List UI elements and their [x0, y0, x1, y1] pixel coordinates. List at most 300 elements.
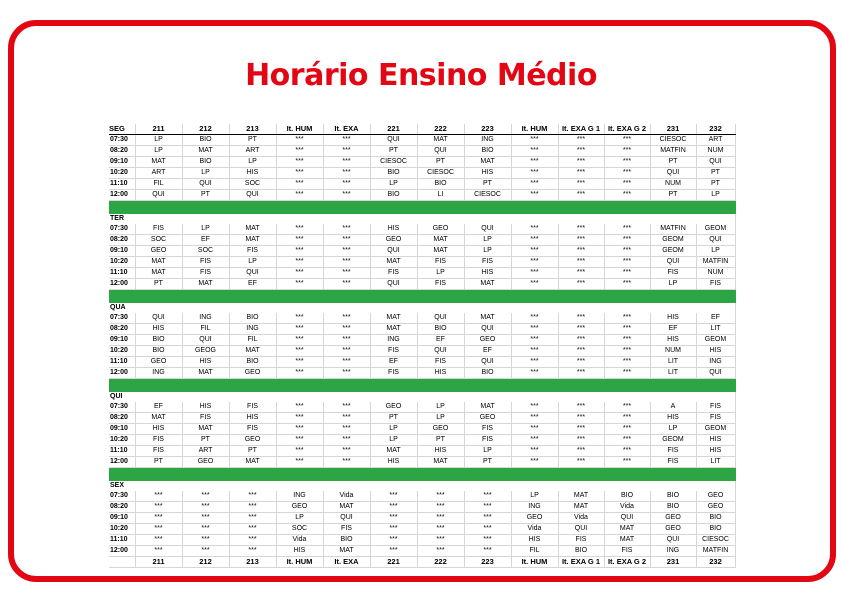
subject-cell: FIS: [650, 457, 696, 468]
time-slot: 10:20: [109, 168, 135, 179]
subject-cell: ***: [511, 446, 558, 457]
time-slot: 07:30: [109, 135, 135, 146]
subject-cell: FIL: [135, 179, 182, 190]
schedule-row: [109, 235, 735, 246]
subject-cell: ***: [276, 457, 323, 468]
subject-cell: HIS: [417, 368, 464, 379]
subject-cell: ***: [604, 168, 650, 179]
subject-cell: HIS: [650, 413, 696, 424]
subject-cell: BIO: [370, 190, 417, 201]
class-column-header: 212: [182, 124, 229, 135]
subject-cell: HIS: [650, 313, 696, 324]
subject-cell: MAT: [558, 491, 604, 502]
subject-cell: ***: [558, 313, 604, 324]
subject-cell: FIS: [229, 246, 276, 257]
subject-cell: FIS: [696, 413, 735, 424]
subject-cell: BIO: [558, 546, 604, 557]
subject-cell: ***: [511, 268, 558, 279]
subject-cell: ***: [276, 446, 323, 457]
schedule-row: [109, 268, 735, 279]
subject-cell: EF: [417, 335, 464, 346]
subject-cell: QUI: [323, 513, 370, 524]
subject-cell: FIS: [650, 268, 696, 279]
class-column-header: It. EXA: [323, 124, 370, 135]
subject-cell: ***: [229, 546, 276, 557]
subject-cell: BIO: [417, 324, 464, 335]
subject-cell: HIS: [370, 457, 417, 468]
subject-cell: BIO: [135, 335, 182, 346]
subject-cell: QUI: [696, 235, 735, 246]
subject-cell: MATFIN: [696, 546, 735, 557]
class-column-header: 223: [464, 124, 511, 135]
subject-cell: MAT: [464, 279, 511, 290]
subject-cell: ***: [276, 335, 323, 346]
schedule-table: [109, 124, 736, 568]
subject-cell: MATFIN: [696, 257, 735, 268]
subject-cell: ***: [604, 179, 650, 190]
subject-cell: MAT: [604, 535, 650, 546]
subject-cell: FIS: [370, 346, 417, 357]
subject-cell: BIO: [370, 168, 417, 179]
subject-cell: QUI: [464, 324, 511, 335]
schedule-row: [109, 246, 735, 257]
subject-cell: GEO: [417, 224, 464, 235]
subject-cell: EF: [182, 235, 229, 246]
subject-cell: ING: [182, 313, 229, 324]
day-label-row: [109, 303, 735, 314]
subject-cell: PT: [417, 435, 464, 446]
subject-cell: LP: [464, 246, 511, 257]
subject-cell: BIO: [650, 502, 696, 513]
subject-cell: QUI: [229, 190, 276, 201]
subject-cell: GEO: [696, 502, 735, 513]
subject-cell: ***: [464, 535, 511, 546]
subject-cell: ***: [604, 335, 650, 346]
subject-cell: GEO: [135, 357, 182, 368]
subject-cell: GEO: [182, 457, 229, 468]
subject-cell: PT: [696, 168, 735, 179]
subject-cell: MATFIN: [650, 146, 696, 157]
subject-cell: MAT: [182, 368, 229, 379]
subject-cell: GEO: [370, 402, 417, 413]
subject-cell: ***: [323, 257, 370, 268]
schedule-row: [109, 502, 735, 513]
subject-cell: PT: [182, 190, 229, 201]
subject-cell: LP: [182, 168, 229, 179]
day-label-row: [109, 481, 735, 492]
subject-cell: SOC: [229, 179, 276, 190]
subject-cell: PT: [650, 190, 696, 201]
subject-cell: QUI: [417, 313, 464, 324]
subject-cell: HIS: [182, 402, 229, 413]
schedule-row: [109, 424, 735, 435]
subject-cell: ***: [558, 235, 604, 246]
subject-cell: ***: [182, 491, 229, 502]
subject-cell: ***: [229, 502, 276, 513]
subject-cell: PT: [370, 413, 417, 424]
subject-cell: MAT: [417, 235, 464, 246]
schedule-row: [109, 168, 735, 179]
subject-cell: LP: [370, 179, 417, 190]
subject-cell: ***: [464, 546, 511, 557]
subject-cell: ING: [464, 135, 511, 146]
subject-cell: ***: [558, 268, 604, 279]
subject-cell: ***: [558, 168, 604, 179]
schedule-row: [109, 402, 735, 413]
subject-cell: ***: [604, 424, 650, 435]
subject-cell: FIS: [135, 435, 182, 446]
subject-cell: ***: [604, 368, 650, 379]
subject-cell: Vida: [558, 513, 604, 524]
time-slot: 12:00: [109, 546, 135, 557]
subject-cell: MAT: [604, 524, 650, 535]
time-slot: 07:30: [109, 402, 135, 413]
subject-cell: MAT: [135, 257, 182, 268]
subject-cell: MAT: [370, 324, 417, 335]
subject-cell: ***: [558, 246, 604, 257]
subject-cell: ***: [370, 513, 417, 524]
subject-cell: ***: [370, 546, 417, 557]
subject-cell: ***: [511, 279, 558, 290]
subject-cell: HIS: [417, 446, 464, 457]
time-slot: 11:10: [109, 179, 135, 190]
class-column-header: 231: [650, 124, 696, 135]
subject-cell: ***: [323, 246, 370, 257]
subject-cell: ***: [323, 324, 370, 335]
subject-cell: ***: [229, 491, 276, 502]
subject-cell: MAT: [370, 313, 417, 324]
subject-cell: EF: [370, 357, 417, 368]
time-slot: 12:00: [109, 190, 135, 201]
subject-cell: ***: [558, 335, 604, 346]
subject-cell: QUI: [650, 535, 696, 546]
subject-cell: FIS: [229, 402, 276, 413]
subject-cell: ***: [276, 368, 323, 379]
subject-cell: MAT: [182, 279, 229, 290]
subject-cell: ***: [511, 168, 558, 179]
class-column-header: 213: [229, 124, 276, 135]
subject-cell: ***: [558, 146, 604, 157]
subject-cell: ***: [511, 246, 558, 257]
subject-cell: ING: [229, 324, 276, 335]
time-slot: 10:20: [109, 435, 135, 446]
subject-cell: FIS: [182, 413, 229, 424]
subject-cell: BIO: [604, 491, 650, 502]
subject-cell: ***: [511, 257, 558, 268]
subject-cell: FIS: [464, 257, 511, 268]
subject-cell: LP: [464, 446, 511, 457]
subject-cell: LP: [135, 135, 182, 146]
subject-cell: LP: [229, 157, 276, 168]
day-separator-bar: [109, 379, 735, 392]
subject-cell: Vida: [604, 502, 650, 513]
subject-cell: ***: [370, 502, 417, 513]
subject-cell: ***: [558, 224, 604, 235]
subject-cell: LIT: [650, 368, 696, 379]
time-slot: 08:20: [109, 324, 135, 335]
subject-cell: QUI: [182, 179, 229, 190]
subject-cell: ***: [558, 157, 604, 168]
subject-cell: ***: [511, 235, 558, 246]
time-slot: 12:00: [109, 368, 135, 379]
subject-cell: QUI: [417, 146, 464, 157]
schedule-row: [109, 413, 735, 424]
day-label: SEX: [109, 481, 735, 492]
subject-cell: ***: [323, 313, 370, 324]
subject-cell: FIL: [182, 324, 229, 335]
subject-cell: LP: [650, 279, 696, 290]
header-row: [109, 124, 735, 135]
subject-cell: GEOM: [696, 335, 735, 346]
time-slot: 10:20: [109, 257, 135, 268]
subject-cell: ***: [604, 146, 650, 157]
subject-cell: FIS: [650, 446, 696, 457]
subject-cell: ***: [604, 446, 650, 457]
subject-cell: ***: [464, 513, 511, 524]
subject-cell: QUI: [696, 157, 735, 168]
subject-cell: GEO: [464, 335, 511, 346]
subject-cell: PT: [417, 157, 464, 168]
subject-cell: NUM: [696, 146, 735, 157]
subject-cell: ***: [511, 146, 558, 157]
subject-cell: QUI: [417, 346, 464, 357]
subject-cell: ***: [276, 235, 323, 246]
subject-cell: QUI: [370, 279, 417, 290]
subject-cell: FIS: [370, 268, 417, 279]
subject-cell: BIO: [323, 535, 370, 546]
subject-cell: BIO: [696, 524, 735, 535]
subject-cell: ***: [276, 168, 323, 179]
subject-cell: CIESOC: [696, 535, 735, 546]
subject-cell: ***: [276, 346, 323, 357]
subject-cell: ***: [323, 446, 370, 457]
subject-cell: ***: [558, 179, 604, 190]
subject-cell: HIS: [464, 268, 511, 279]
subject-cell: ***: [558, 257, 604, 268]
subject-cell: FIS: [370, 368, 417, 379]
schedule-row: [109, 335, 735, 346]
schedule-row: [109, 513, 735, 524]
subject-cell: QUI: [135, 190, 182, 201]
subject-cell: PT: [370, 146, 417, 157]
subject-cell: LP: [511, 491, 558, 502]
class-column-header: 232: [696, 124, 735, 135]
subject-cell: MAT: [135, 157, 182, 168]
time-slot: 09:10: [109, 246, 135, 257]
subject-cell: GEO: [464, 413, 511, 424]
subject-cell: ***: [558, 446, 604, 457]
subject-cell: GEOG: [182, 346, 229, 357]
subject-cell: ***: [323, 268, 370, 279]
subject-cell: MAT: [229, 457, 276, 468]
subject-cell: ***: [229, 513, 276, 524]
subject-cell: MAT: [370, 446, 417, 457]
subject-cell: LIT: [650, 357, 696, 368]
subject-cell: ***: [558, 435, 604, 446]
subject-cell: MAT: [229, 346, 276, 357]
subject-cell: ***: [323, 368, 370, 379]
subject-cell: ***: [182, 524, 229, 535]
green-separator: [109, 379, 735, 392]
schedule-row: [109, 279, 735, 290]
subject-cell: ***: [323, 424, 370, 435]
subject-cell: ***: [604, 313, 650, 324]
subject-cell: MAT: [417, 457, 464, 468]
day-separator-bar: [109, 290, 735, 303]
subject-cell: ***: [276, 179, 323, 190]
subject-cell: ***: [323, 357, 370, 368]
class-column-header: It. EXA G 1: [558, 124, 604, 135]
subject-cell: FIL: [511, 546, 558, 557]
subject-cell: HIS: [511, 535, 558, 546]
class-column-footer: 231: [650, 557, 696, 568]
subject-cell: ART: [696, 135, 735, 146]
day-label: TER: [109, 214, 735, 225]
subject-cell: ***: [323, 235, 370, 246]
subject-cell: ART: [182, 446, 229, 457]
subject-cell: FIL: [229, 335, 276, 346]
subject-cell: ***: [604, 402, 650, 413]
subject-cell: ***: [276, 324, 323, 335]
schedule-row: [109, 546, 735, 557]
subject-cell: ***: [511, 179, 558, 190]
class-column-footer: [109, 557, 135, 568]
subject-cell: LP: [417, 402, 464, 413]
subject-cell: MAT: [464, 313, 511, 324]
subject-cell: ***: [604, 135, 650, 146]
subject-cell: ***: [323, 279, 370, 290]
subject-cell: ***: [417, 524, 464, 535]
time-slot: 07:30: [109, 491, 135, 502]
day-label: QUI: [109, 392, 735, 403]
subject-cell: ***: [276, 135, 323, 146]
class-column-footer: 211: [135, 557, 182, 568]
subject-cell: ***: [604, 279, 650, 290]
subject-cell: ***: [276, 268, 323, 279]
subject-cell: ***: [323, 168, 370, 179]
class-column-footer: It. EXA: [323, 557, 370, 568]
subject-cell: PT: [464, 179, 511, 190]
subject-cell: LI: [417, 190, 464, 201]
subject-cell: ***: [604, 257, 650, 268]
subject-cell: LIT: [696, 457, 735, 468]
subject-cell: FIS: [558, 535, 604, 546]
subject-cell: ***: [135, 513, 182, 524]
subject-cell: ***: [558, 324, 604, 335]
subject-cell: ***: [323, 335, 370, 346]
subject-cell: FIS: [323, 524, 370, 535]
day-separator-bar: [109, 201, 735, 214]
green-separator: [109, 468, 735, 481]
subject-cell: GEO: [229, 368, 276, 379]
subject-cell: FIS: [229, 424, 276, 435]
subject-cell: ***: [323, 190, 370, 201]
schedule-row: [109, 257, 735, 268]
subject-cell: ***: [276, 257, 323, 268]
subject-cell: PT: [182, 435, 229, 446]
subject-cell: GEO: [511, 513, 558, 524]
subject-cell: ***: [323, 402, 370, 413]
subject-cell: CIESOC: [464, 190, 511, 201]
subject-cell: ***: [511, 357, 558, 368]
subject-cell: ***: [229, 524, 276, 535]
subject-cell: CIESOC: [370, 157, 417, 168]
class-column-header: 211: [135, 124, 182, 135]
subject-cell: ***: [323, 135, 370, 146]
subject-cell: ***: [604, 235, 650, 246]
subject-cell: HIS: [696, 446, 735, 457]
subject-cell: ***: [276, 435, 323, 446]
subject-cell: ***: [558, 357, 604, 368]
schedule-row: [109, 491, 735, 502]
class-column-footer: 212: [182, 557, 229, 568]
day-label: QUA: [109, 303, 735, 314]
subject-cell: GEO: [135, 246, 182, 257]
subject-cell: ***: [417, 502, 464, 513]
schedule-row: [109, 346, 735, 357]
subject-cell: MAT: [417, 246, 464, 257]
subject-cell: HIS: [229, 168, 276, 179]
time-slot: 09:10: [109, 157, 135, 168]
subject-cell: LP: [417, 268, 464, 279]
subject-cell: ***: [511, 413, 558, 424]
subject-cell: NUM: [650, 346, 696, 357]
page-title: Horário Ensino Médio: [245, 58, 597, 93]
subject-cell: ***: [276, 246, 323, 257]
schedule-row: [109, 157, 735, 168]
subject-cell: ***: [182, 535, 229, 546]
subject-cell: FIS: [696, 402, 735, 413]
subject-cell: ***: [558, 424, 604, 435]
subject-cell: BIO: [229, 313, 276, 324]
subject-cell: GEO: [417, 424, 464, 435]
subject-cell: FIS: [464, 424, 511, 435]
subject-cell: ***: [417, 491, 464, 502]
subject-cell: ***: [604, 457, 650, 468]
subject-cell: QUI: [229, 268, 276, 279]
time-slot: 09:10: [109, 424, 135, 435]
subject-cell: ***: [604, 413, 650, 424]
subject-cell: MAT: [182, 146, 229, 157]
subject-cell: BIO: [464, 368, 511, 379]
subject-cell: ***: [276, 224, 323, 235]
subject-cell: GEOM: [650, 246, 696, 257]
subject-cell: FIS: [604, 546, 650, 557]
subject-cell: LP: [370, 435, 417, 446]
subject-cell: FIS: [417, 357, 464, 368]
subject-cell: ART: [135, 168, 182, 179]
subject-cell: ***: [276, 402, 323, 413]
schedule-row: [109, 190, 735, 201]
schedule-row: [109, 179, 735, 190]
subject-cell: FIS: [417, 279, 464, 290]
subject-cell: GEO: [276, 502, 323, 513]
time-slot: 12:00: [109, 279, 135, 290]
subject-cell: ***: [370, 491, 417, 502]
subject-cell: PT: [135, 457, 182, 468]
subject-cell: ***: [182, 502, 229, 513]
class-column-footer: 232: [696, 557, 735, 568]
subject-cell: ***: [417, 535, 464, 546]
subject-cell: ***: [276, 313, 323, 324]
subject-cell: BIO: [182, 157, 229, 168]
subject-cell: HIS: [696, 346, 735, 357]
subject-cell: QUI: [464, 224, 511, 235]
subject-cell: PT: [229, 446, 276, 457]
subject-cell: ***: [511, 424, 558, 435]
subject-cell: ***: [464, 524, 511, 535]
subject-cell: ***: [323, 435, 370, 446]
